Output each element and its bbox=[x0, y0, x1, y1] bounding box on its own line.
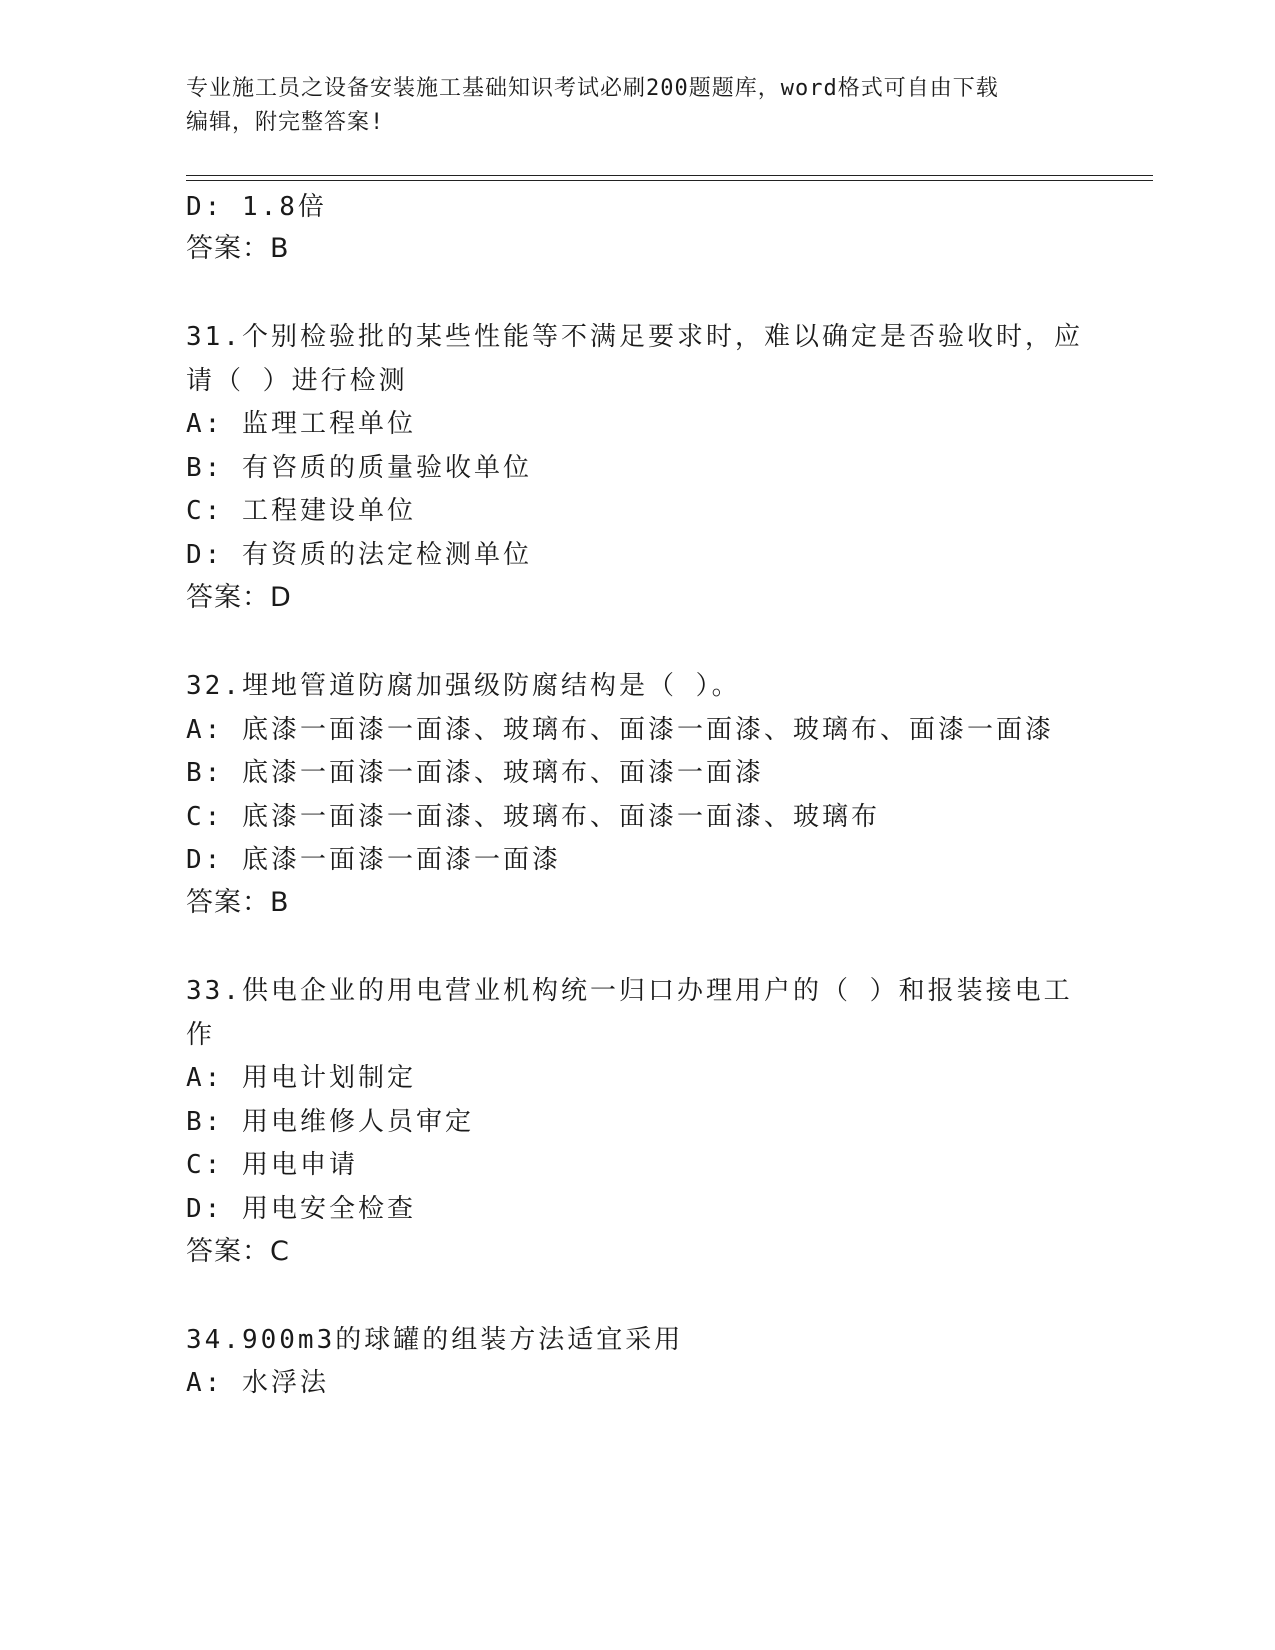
q33-stem-line1: 33.供电企业的用电营业机构统一归口办理用户的（ ）和报装接电工 bbox=[186, 976, 1073, 1006]
q33-option-d: D: 用电安全检查 bbox=[186, 1194, 416, 1224]
q31-stem-line2: 请（ ）进行检测 bbox=[186, 366, 408, 396]
q32-stem: 32.埋地管道防腐加强级防腐结构是（ ）。 bbox=[186, 671, 741, 701]
q31-option-a: A: 监理工程单位 bbox=[186, 409, 416, 439]
q32-option-a: A: 底漆一面漆一面漆、玻璃布、面漆一面漆、玻璃布、面漆一面漆 bbox=[186, 715, 1054, 745]
q33-option-a: A: 用电计划制定 bbox=[186, 1063, 416, 1093]
q33-option-c: C: 用电申请 bbox=[186, 1150, 358, 1180]
header-title-line2: 编辑，附完整答案! bbox=[186, 110, 385, 135]
q33-answer: 答案：C bbox=[186, 1236, 290, 1267]
header-divider-top bbox=[186, 175, 1153, 176]
prev-option-d: D: 1.8倍 bbox=[186, 192, 327, 222]
q32-option-c: C: 底漆一面漆一面漆、玻璃布、面漆一面漆、玻璃布 bbox=[186, 802, 880, 832]
q34-stem: 34.900m3的球罐的组装方法适宜采用 bbox=[186, 1325, 684, 1355]
q31-option-b: B: 有咨质的质量验收单位 bbox=[186, 453, 532, 483]
q31-stem-line1: 31.个别检验批的某些性能等不满足要求时，难以确定是否验收时，应 bbox=[186, 322, 1083, 352]
q32-option-b: B: 底漆一面漆一面漆、玻璃布、面漆一面漆 bbox=[186, 758, 764, 788]
q32-answer: 答案：B bbox=[186, 887, 290, 918]
q31-option-c: C: 工程建设单位 bbox=[186, 496, 416, 526]
header-title-line1: 专业施工员之设备安装施工基础知识考试必刷200题题库，word格式可自由下载 bbox=[186, 76, 999, 101]
prev-answer: 答案：B bbox=[186, 233, 290, 264]
q32-option-d: D: 底漆一面漆一面漆一面漆 bbox=[186, 845, 561, 875]
q33-option-b: B: 用电维修人员审定 bbox=[186, 1107, 474, 1137]
q33-stem-line2: 作 bbox=[186, 1020, 216, 1050]
document-header bbox=[186, 72, 1086, 140]
header-divider-bottom bbox=[186, 180, 1153, 181]
q31-answer: 答案：D bbox=[186, 582, 292, 613]
q34-option-a: A: 水浮法 bbox=[186, 1368, 329, 1398]
q31-option-d: D: 有资质的法定检测单位 bbox=[186, 540, 532, 570]
